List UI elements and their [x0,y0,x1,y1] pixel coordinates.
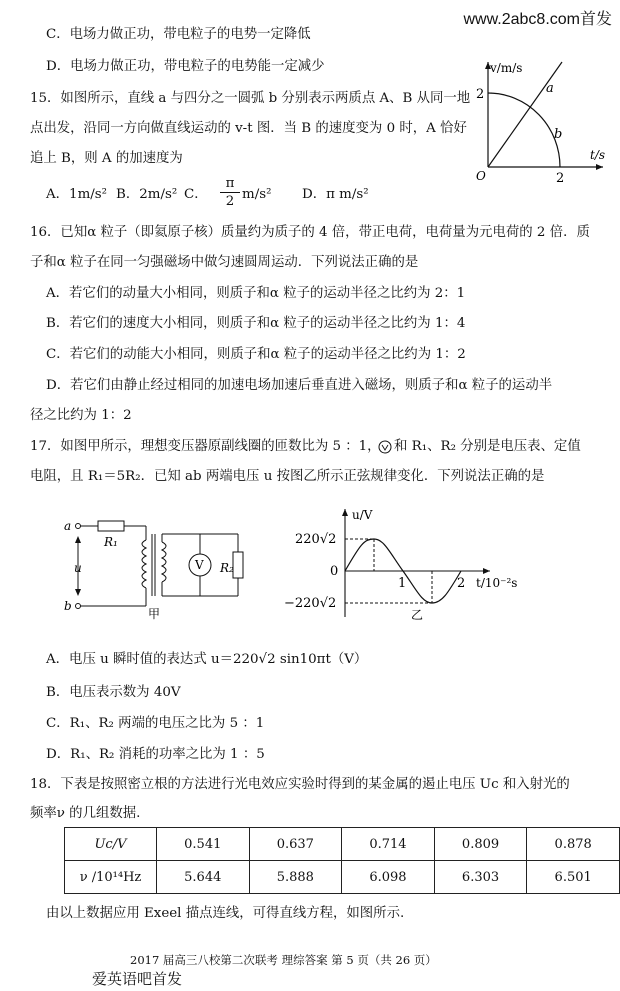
q15-option-a: A．1m/s² [46,187,108,202]
q17-transformer-circuit [62,512,277,622]
table-cell: 5.888 [249,861,342,894]
q15-vt-graph [478,60,608,190]
q16-option-b: B．若它们的速度大小相同，则质子和α 粒子的运动半径之比约为 1：4 [46,316,466,331]
voltmeter-label: V [195,558,204,572]
table-cell: 0.809 [434,828,527,861]
r2-label: R₂ [220,561,234,575]
sine-y-axis-label: u/V [352,508,373,522]
table-cell: 0.637 [249,828,342,861]
sine-caption: 乙 [411,608,424,622]
q15-arc-b [488,93,563,167]
q15-option-c-unit: m/s² [242,187,272,202]
q15-y-axis-label: v/m/s [490,61,523,75]
terminal-a: a [64,519,72,533]
q17-option-b: B．电压表示数为 40V [46,685,181,700]
q15-origin-label: O [476,169,486,183]
table-cell: 6.303 [434,861,527,894]
q17-sine-graph [284,505,518,625]
voltage-u-label: u [74,561,82,575]
sine-x-axis-label: t/10⁻²s [476,576,518,590]
q15-y-tick: 2 [476,87,485,102]
primary-coil [142,540,146,588]
table-row [65,828,620,861]
q18-after-table: 由以上数据应用 Exeel 描点连线，可得直线方程，如图所示. [46,906,405,921]
table-cell: 5.644 [156,861,249,894]
q14-option-c: C．电场力做正功，带电粒子的电势一定降低 [46,27,311,42]
q18-stem-line2: 频率ν 的几组数据. [30,806,141,821]
table-cell: 6.098 [342,861,435,894]
q18-stem-line1: 18．下表是按照密立根的方法进行光电效应实验时得到的某金属的遏止电压 Uc 和入射光的 [30,777,570,792]
terminal-b: b [64,599,72,613]
q17-option-c: C．R₁、R₂ 两端的电压之比为 5 ：1 [46,716,265,731]
q15-option-c-numerator: π [220,176,240,193]
q15-option-b: B．2m/s² [116,187,178,202]
table-cell: 0.714 [342,828,435,861]
table-header-cell: Uc/V [65,828,157,861]
voltmeter-symbol-icon [378,440,392,454]
table-row [65,861,620,894]
table-header-cell: ν /10¹⁴Hz [65,861,157,894]
q16-option-c: C．若它们的动能大小相同，则质子和α 粒子的运动半径之比约为 1：2 [46,347,466,362]
q15-option-c: C． [184,187,208,202]
q17-stem-line2: 电阻，且 R₁＝5R₂．已知 ab 两端电压 u 按图乙所示正弦规律变化．下列说法正确的是 [30,469,545,484]
q15-x-axis-label: t/s [590,148,606,162]
q18-data-table [64,827,620,894]
sine-zero-label: 0 [330,564,339,579]
sine-x-tick-2: 2 [457,576,466,591]
q15-x-tick: 2 [556,171,565,186]
q16-stem-line2: 子和α 粒子在同一匀强磁场中做匀速圆周运动．下列说法正确的是 [30,255,419,270]
q16-option-d-line2: 径之比约为 1：2 [30,408,132,423]
q16-stem-line1: 16．已知α 粒子（即氦原子核）质量约为质子的 4 倍，带正电荷，电荷量为元电荷的 2 倍．质 [30,225,590,240]
watermark-bottom: 爱英语吧首发 [92,971,183,988]
watermark-top: www.2abc8.com首发 [463,11,612,28]
r1-label: R₁ [104,535,118,549]
q15-line-a-label: a [546,81,554,96]
q15-stem-line1: 15．如图所示，直线 a 与四分之一圆弧 b 分别表示两质点 A、B 从同一地 [30,91,471,106]
q15-arc-b-label: b [554,127,563,142]
q17-option-d: D．R₁、R₂ 消耗的功率之比为 1 ：5 [46,747,265,762]
resistor-r1 [98,521,124,531]
q15-stem-line2: 点出发，沿同一方向做直线运动的 v-t 图．当 B 的速度变为 0 时，A 恰好 [30,121,467,136]
q14-option-d: D．电场力做正功，带电粒子的电势能一定减少 [46,59,325,74]
sine-trough-label: −220√2 [284,596,337,611]
q15-option-c-denominator: 2 [225,194,235,209]
q15-stem-line3: 追上 B，则 A 的加速度为 [30,151,183,166]
q17-option-a: A．电压 u 瞬时值的表达式 u＝220√2 sin10πt（V） [46,652,368,667]
table-cell: 0.541 [156,828,249,861]
resistor-r2 [233,552,243,578]
q15-option-d: D．π m/s² [302,187,369,202]
sine-peak-label: 220√2 [295,532,337,547]
q15-line-a [488,62,562,167]
table-cell: 0.878 [527,828,620,861]
q17-stem-line1a: 17．如图甲所示，理想变压器原副线圈的匝数比为 5 ：1， [30,439,381,454]
secondary-coil [162,542,166,582]
table-cell: 6.501 [527,861,620,894]
q16-option-d-line1: D．若它们由静止经过相同的加速电场加速后垂直进入磁场，则质子和α 粒子的运动半 [46,378,553,393]
q16-option-a: A．若它们的动量大小相同，则质子和α 粒子的运动半径之比约为 2：1 [46,286,466,301]
sine-x-tick-1: 1 [398,576,407,591]
page-footer: 2017 届高三八校第二次联考 理综答案 第 5 页（共 26 页） [130,953,437,967]
circuit-caption: 甲 [148,607,161,621]
q17-stem-line1b: 和 R₁、R₂ 分别是电压表、定值 [394,439,581,454]
